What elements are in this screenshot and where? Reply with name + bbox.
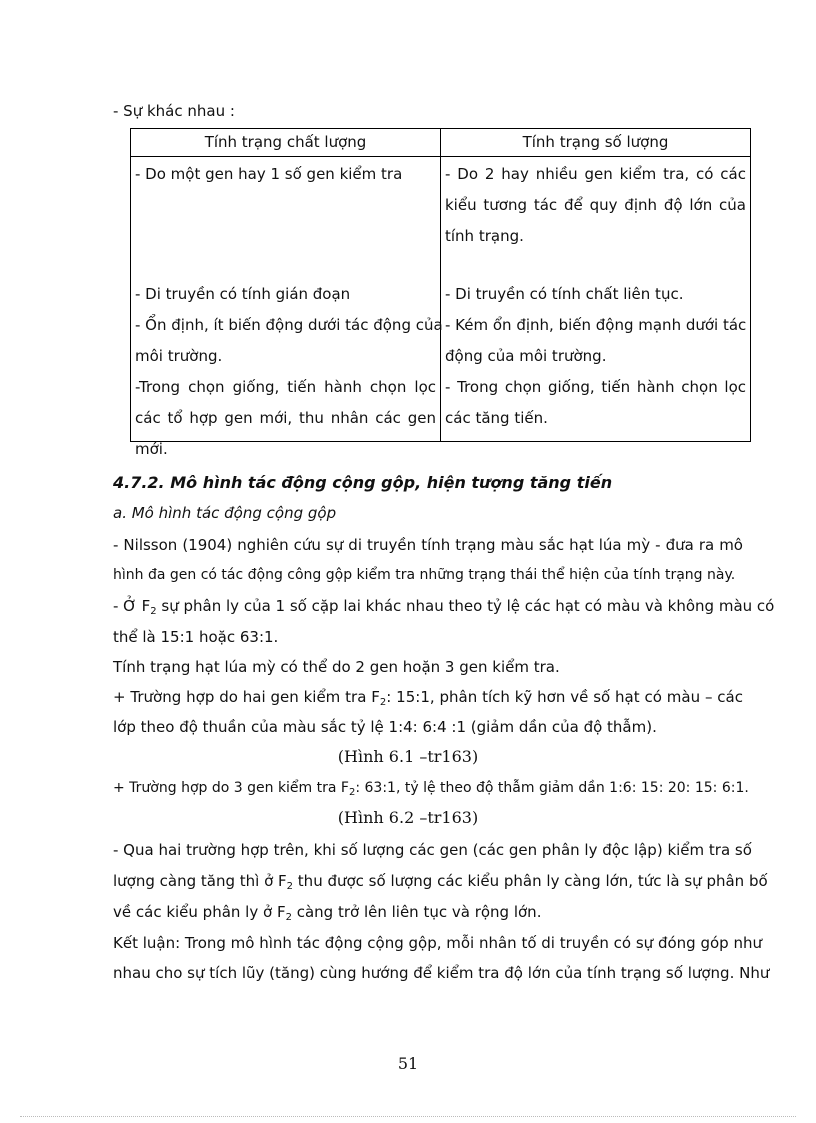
text-span: : 15:1, phân tích kỹ hơn về số hạt có màu – các [386, 688, 743, 706]
paragraph-line: thể là 15:1 hoặc 63:1. [113, 628, 279, 646]
quant-line: - Di truyền có tính chất liên tục. [445, 285, 684, 303]
subscript: 2 [379, 697, 387, 708]
text-span: : 63:1, tỷ lệ theo độ thẫm giảm dần 1:6: 15: 20: 15: 6:1. [355, 780, 749, 796]
paragraph-line: nhau cho sự tích lũy (tăng) cùng hướng để kiểm tra độ lớn của tính trạng số lượng. Như [113, 964, 770, 982]
text-span: + Trường hợp do hai gen kiểm tra F [113, 688, 380, 706]
quant-line: tính trạng. [445, 227, 524, 245]
quant-line: - Kém ổn định, biến động mạnh dưới tác [445, 316, 747, 334]
header-qualitative: Tính trạng chất lượng [131, 129, 441, 157]
subscript: 2 [286, 881, 294, 892]
subscript: 2 [150, 606, 157, 617]
subscript: 2 [348, 787, 356, 798]
table-header-row [131, 129, 751, 157]
qual-line: -Trong chọn giống, tiến hành chọn lọc [135, 378, 436, 396]
paragraph-line [113, 687, 743, 707]
text-span: càng trở lên liên tục và rộng lớn. [291, 903, 542, 921]
paragraph-line [113, 871, 768, 892]
qual-line: - Ổn định, ít biến động dưới tác động của [135, 316, 443, 334]
text-span: về các kiểu phân ly ở F [113, 903, 286, 921]
quant-line: - Do 2 hay nhiều gen kiểm tra, có các [445, 165, 746, 183]
quant-line: - Trong chọn giống, tiến hành chọn lọc [445, 378, 746, 396]
text-span: thu được số lượng các kiểu phân ly càng lớn, tức là sự phân bố [293, 872, 768, 890]
page-number: 51 [397, 1054, 419, 1073]
text-span: + Trường hợp do 3 gen kiểm tra F [113, 780, 349, 796]
text-span: sự phân ly của 1 số cặp lai khác nhau theo tỷ lệ các hạt có màu và không màu có [156, 597, 775, 615]
page-bottom-divider [20, 1116, 796, 1117]
text-span: - Ở F [113, 597, 151, 615]
qual-line: môi trường. [135, 347, 223, 365]
quant-line: kiểu tương tác để quy định độ lớn của [445, 196, 746, 214]
paragraph-line: - Qua hai trường hợp trên, khi số lượng các gen (các gen phân ly độc lập) kiểm tra số [113, 841, 752, 859]
subheading: a. Mô hình tác động cộng gộp [113, 504, 337, 522]
comparison-table [130, 128, 751, 458]
figure-reference: (Hình 6.2 –tr163) [337, 808, 479, 827]
figure-reference: (Hình 6.1 –tr163) [337, 747, 479, 766]
paragraph-line: lớp theo độ thuần của màu sắc tỷ lệ 1:4: 6:4 :1 (giảm dần của độ thẫm). [113, 718, 657, 736]
paragraph-line [113, 778, 749, 798]
paragraph-line: Tính trạng hạt lúa mỳ có thể do 2 gen hoặn 3 gen kiểm tra. [113, 658, 560, 676]
table-body-row [131, 157, 751, 442]
qualitative-cell [131, 157, 443, 458]
qual-line: - Do một gen hay 1 số gen kiểm tra [135, 165, 403, 183]
quant-line: các tăng tiến. [445, 409, 548, 427]
paragraph-line [113, 596, 775, 617]
section-heading: 4.7.2. Mô hình tác động cộng gộp, hiện tượng tăng tiến [113, 473, 613, 492]
header-quantitative: Tính trạng số lượng [441, 129, 751, 157]
subscript: 2 [285, 912, 292, 923]
quant-line: động của môi trường. [445, 347, 607, 365]
text-span: lượng càng tăng thì ở F [113, 872, 287, 890]
qual-line: các tổ hợp gen mới, thu nhân các gen [135, 409, 436, 427]
qual-line: mới. [135, 440, 168, 458]
qual-line: - Di truyền có tính gián đoạn [135, 285, 351, 303]
paragraph-line [113, 902, 743, 922]
paragraph-line: hình đa gen có tác động công gộp kiểm tra những trạng thái thể hiện của tính trạng này. [113, 567, 736, 583]
paragraph-line: - Nilsson (1904) nghiên cứu sự di truyền tính trạng màu sắc hạt lúa mỳ - đưa ra mô [113, 536, 743, 554]
quantitative-cell [441, 157, 751, 442]
paragraph-line: Kết luận: Trong mô hình tác động cộng gộp, mỗi nhân tố di truyền có sự đóng góp như [113, 934, 762, 952]
intro-text: - Sự khác nhau : [113, 102, 235, 120]
